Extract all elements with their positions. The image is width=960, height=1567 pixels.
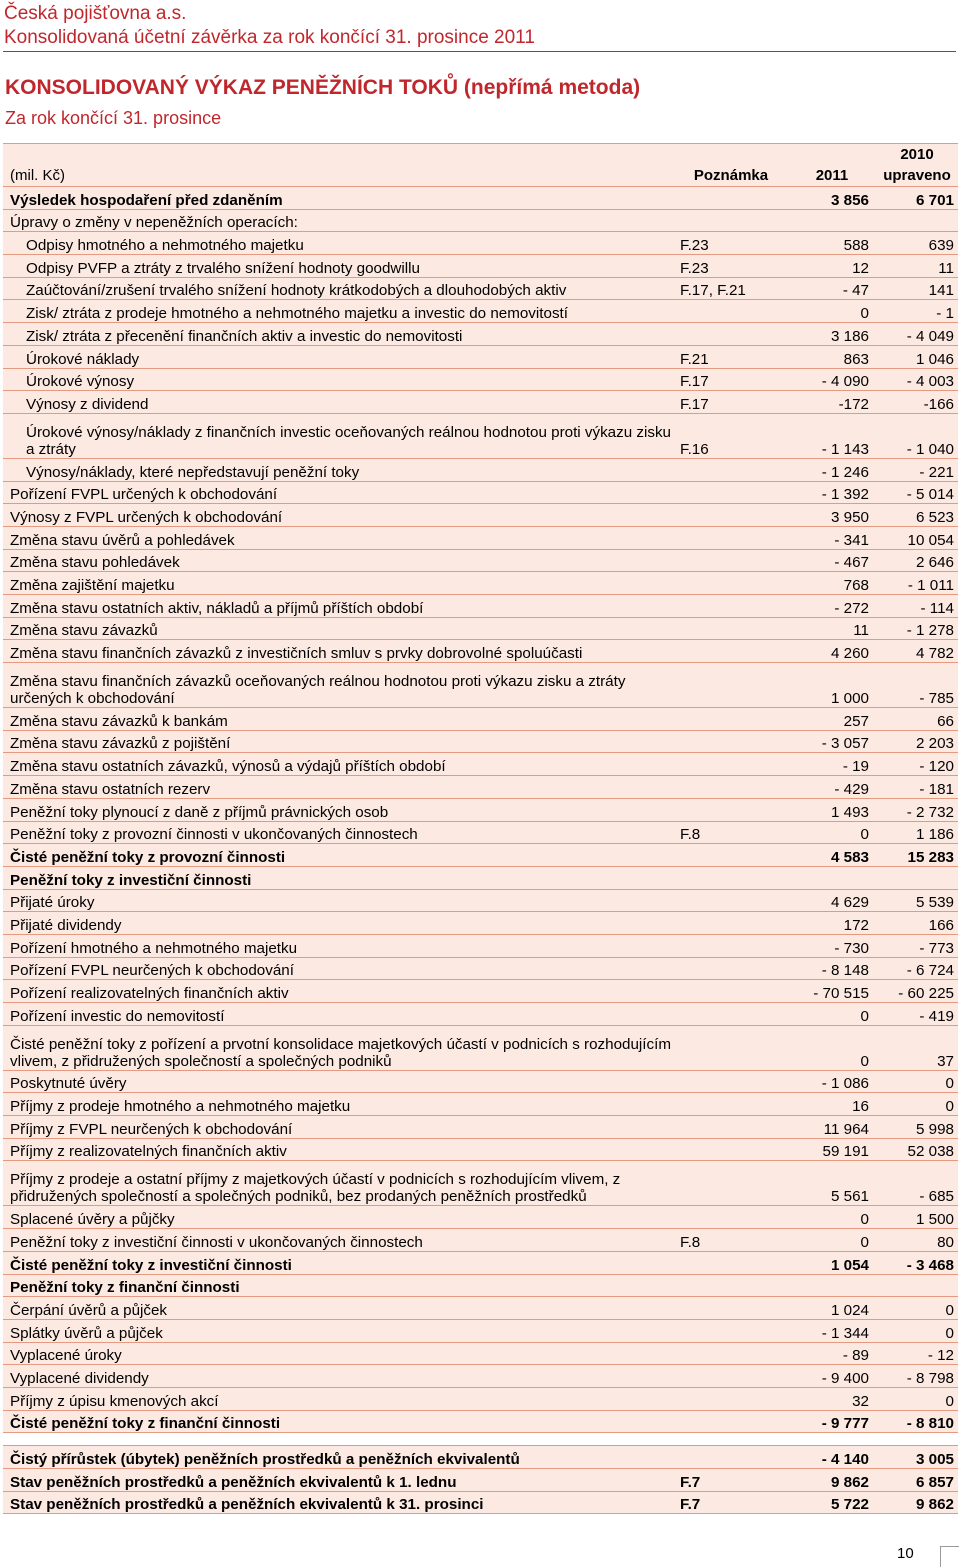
value-2010: 141 <box>873 277 958 300</box>
table-row <box>3 663 958 708</box>
table-row <box>3 481 958 504</box>
row-label: Výsledek hospodaření před zdaněním <box>3 187 678 210</box>
table-row <box>3 798 958 821</box>
row-note <box>678 1319 788 1342</box>
value-2010: - 114 <box>873 595 958 618</box>
row-note <box>678 1274 788 1297</box>
row-note <box>678 617 788 640</box>
table-row <box>3 1446 958 1469</box>
row-label: Úpravy o změny v nepeněžních operacích: <box>3 209 678 232</box>
value-2010: 3 005 <box>873 1446 958 1469</box>
company-name: Česká pojišťovna a.s. <box>4 3 187 24</box>
row-label: Odpisy PVFP a ztráty z trvalého snížení hodnoty goodwillu <box>3 255 678 278</box>
row-note <box>678 776 788 799</box>
row-label: Změna stavu závazků z pojištění <box>3 730 678 753</box>
row-note <box>678 1365 788 1388</box>
row-note <box>678 1206 788 1229</box>
row-note <box>678 708 788 731</box>
table-row <box>3 730 958 753</box>
value-2010: 0 <box>873 1387 958 1410</box>
value-2010: 6 523 <box>873 504 958 527</box>
row-note: F.17 <box>678 391 788 414</box>
page-number: 10 <box>897 1545 914 1562</box>
value-2010: 15 283 <box>873 844 958 867</box>
table-row <box>3 368 958 391</box>
row-label: Změna stavu pohledávek <box>3 549 678 572</box>
value-2011: - 730 <box>788 934 873 957</box>
row-note <box>678 458 788 481</box>
table-row <box>3 549 958 572</box>
table-row <box>3 866 958 889</box>
value-2011: 4 260 <box>788 640 873 663</box>
value-2011: 1 024 <box>788 1297 873 1320</box>
row-note <box>678 1342 788 1365</box>
row-note <box>678 912 788 935</box>
value-2010: 6 701 <box>873 187 958 210</box>
row-note <box>678 549 788 572</box>
table-row <box>3 391 958 414</box>
table-row <box>3 980 958 1003</box>
row-note <box>678 504 788 527</box>
value-2010: 1 500 <box>873 1206 958 1229</box>
row-label: Čisté peněžní toky z pořízení a prvotní konsolidace majetkových účastí v podnicích s rozhodujícím vlivem, z přidružených společností a společných podniků <box>3 1025 678 1070</box>
row-label: Pořízení FVPL určených k obchodování <box>3 481 678 504</box>
table-row <box>3 1365 958 1388</box>
spacer-cell <box>788 1433 873 1446</box>
value-2011: 3 856 <box>788 187 873 210</box>
row-note <box>678 866 788 889</box>
value-2010: - 3 468 <box>873 1251 958 1274</box>
row-label: Výnosy z dividend <box>3 391 678 414</box>
row-note: F.23 <box>678 255 788 278</box>
row-note <box>678 889 788 912</box>
table-row <box>3 300 958 323</box>
value-2011 <box>788 1274 873 1297</box>
row-label: Čisté peněžní toky z finanční činnosti <box>3 1410 678 1433</box>
table-row <box>3 187 958 210</box>
table-row <box>3 255 958 278</box>
table-row <box>3 1138 958 1161</box>
table-row <box>3 595 958 618</box>
row-note: F.17, F.21 <box>678 277 788 300</box>
table-row <box>3 844 958 867</box>
row-label: Pořízení hmotného a nehmotného majetku <box>3 934 678 957</box>
value-2010: - 60 225 <box>873 980 958 1003</box>
row-note <box>678 1138 788 1161</box>
value-2011: - 272 <box>788 595 873 618</box>
value-2010: - 8 810 <box>873 1410 958 1433</box>
value-2010: 52 038 <box>873 1138 958 1161</box>
table-row <box>3 1387 958 1410</box>
value-2011: - 1 392 <box>788 481 873 504</box>
value-2011: 59 191 <box>788 1138 873 1161</box>
value-2011: 768 <box>788 572 873 595</box>
row-label: Splátky úvěrů a půjček <box>3 1319 678 1342</box>
table-row <box>3 1297 958 1320</box>
row-note <box>678 1070 788 1093</box>
row-note <box>678 957 788 980</box>
row-note <box>678 572 788 595</box>
value-2011: 0 <box>788 300 873 323</box>
table-row <box>3 957 958 980</box>
value-2010: 1 186 <box>873 821 958 844</box>
value-2011: 1 493 <box>788 798 873 821</box>
value-2011: 0 <box>788 1206 873 1229</box>
table-row <box>3 617 958 640</box>
value-2010: 37 <box>873 1025 958 1070</box>
year-2010-header <box>873 144 958 187</box>
year-2010-line2: upraveno <box>883 167 951 184</box>
row-note <box>678 1251 788 1274</box>
value-2010 <box>873 1274 958 1297</box>
table-row <box>3 1116 958 1139</box>
row-label: Příjmy z prodeje a ostatní příjmy z majetkových účastí v podnicích s rozhodujícím vlivem, z přidružených společností a společných podniků, bez prodaných peněžních prostředků <box>3 1161 678 1206</box>
table-row <box>3 323 958 346</box>
row-label: Změna stavu ostatních rezerv <box>3 776 678 799</box>
value-2010: - 5 014 <box>873 481 958 504</box>
row-note <box>678 1025 788 1070</box>
value-2010: 80 <box>873 1229 958 1252</box>
row-label: Změna stavu ostatních závazků, výnosů a výdajů příštích období <box>3 753 678 776</box>
row-label: Změna zajištění majetku <box>3 572 678 595</box>
row-label: Přijaté dividendy <box>3 912 678 935</box>
value-2011: 172 <box>788 912 873 935</box>
value-2010: - 419 <box>873 1003 958 1026</box>
row-label: Úrokové výnosy <box>3 368 678 391</box>
unit-label: (mil. Kč) <box>3 144 678 187</box>
value-2011: 11 <box>788 617 873 640</box>
value-2011: - 1 344 <box>788 1319 873 1342</box>
value-2010: 11 <box>873 255 958 278</box>
value-2011: 588 <box>788 232 873 255</box>
table-row <box>3 640 958 663</box>
value-2011: 3 950 <box>788 504 873 527</box>
table-row <box>3 1342 958 1365</box>
value-2011: - 4 090 <box>788 368 873 391</box>
table-row <box>3 889 958 912</box>
table-row <box>3 776 958 799</box>
row-label: Peněžní toky z investiční činnosti v ukončovaných činnostech <box>3 1229 678 1252</box>
value-2011: - 3 057 <box>788 730 873 753</box>
table-row <box>3 504 958 527</box>
row-label: Úrokové výnosy/náklady z finančních investic oceňovaných reálnou hodnotou proti výkazu zisku a ztráty <box>3 413 678 458</box>
value-2011: 5 561 <box>788 1161 873 1206</box>
row-label: Změna stavu finančních závazků oceňovaných reálnou hodnotou proti výkazu zisku a ztráty určených k obchodování <box>3 663 678 708</box>
table-row <box>3 277 958 300</box>
value-2011: - 70 515 <box>788 980 873 1003</box>
value-2010 <box>873 209 958 232</box>
row-label: Změna stavu ostatních aktiv, nákladů a příjmů příštích období <box>3 595 678 618</box>
value-2010: - 4 049 <box>873 323 958 346</box>
spacer-cell <box>678 1433 788 1446</box>
value-2010: 6 857 <box>873 1469 958 1492</box>
row-note <box>678 1446 788 1469</box>
value-2011: - 47 <box>788 277 873 300</box>
value-2010: - 120 <box>873 753 958 776</box>
table-row <box>3 1229 958 1252</box>
table-row <box>3 1469 958 1492</box>
table-row <box>3 526 958 549</box>
table-row <box>3 413 958 458</box>
table-row <box>3 1491 958 1514</box>
value-2011: 4 583 <box>788 844 873 867</box>
value-2010: 0 <box>873 1093 958 1116</box>
row-note <box>678 323 788 346</box>
value-2010: - 12 <box>873 1342 958 1365</box>
row-label: Vyplacené úroky <box>3 1342 678 1365</box>
row-note <box>678 1410 788 1433</box>
row-note: F.23 <box>678 232 788 255</box>
value-2011: 0 <box>788 1003 873 1026</box>
spacer-cell <box>873 1433 958 1446</box>
row-label: Zisk/ ztráta z přecenění finančních aktiv a investic do nemovitosti <box>3 323 678 346</box>
row-label: Peněžní toky plynoucí z daně z příjmů právnických osob <box>3 798 678 821</box>
table-row <box>3 1025 958 1070</box>
value-2010: 166 <box>873 912 958 935</box>
value-2011: 11 964 <box>788 1116 873 1139</box>
table-row <box>3 572 958 595</box>
value-2010: - 8 798 <box>873 1365 958 1388</box>
value-2011: - 4 140 <box>788 1446 873 1469</box>
row-label: Příjmy z realizovatelných finančních aktiv <box>3 1138 678 1161</box>
table-header-row <box>3 144 958 187</box>
value-2010: - 2 732 <box>873 798 958 821</box>
value-2011: 4 629 <box>788 889 873 912</box>
row-label: Pořízení realizovatelných finančních aktiv <box>3 980 678 1003</box>
row-label: Peněžní toky z finanční činnosti <box>3 1274 678 1297</box>
value-2011: 863 <box>788 345 873 368</box>
value-2011 <box>788 209 873 232</box>
table-row <box>3 708 958 731</box>
row-label: Příjmy z prodeje hmotného a nehmotného majetku <box>3 1093 678 1116</box>
table-row <box>3 912 958 935</box>
row-label: Čisté peněžní toky z investiční činnosti <box>3 1251 678 1274</box>
value-2010: 5 998 <box>873 1116 958 1139</box>
value-2011: 16 <box>788 1093 873 1116</box>
value-2011: 12 <box>788 255 873 278</box>
table-row <box>3 1274 958 1297</box>
value-2011: 257 <box>788 708 873 731</box>
page-corner <box>940 1546 959 1567</box>
header-divider <box>3 51 956 52</box>
value-2010: 0 <box>873 1297 958 1320</box>
row-note <box>678 300 788 323</box>
value-2011: - 8 148 <box>788 957 873 980</box>
table-row <box>3 1003 958 1026</box>
value-2011: 1 054 <box>788 1251 873 1274</box>
row-note <box>678 934 788 957</box>
table-row <box>3 934 958 957</box>
page-subtitle: Za rok končící 31. prosince <box>5 108 222 128</box>
value-2011 <box>788 866 873 889</box>
spacer-cell <box>3 1433 678 1446</box>
table-row <box>3 821 958 844</box>
value-2011: - 1 086 <box>788 1070 873 1093</box>
row-label: Stav peněžních prostředků a peněžních ekvivalentů k 31. prosinci <box>3 1491 678 1514</box>
row-note <box>678 844 788 867</box>
value-2010: 4 782 <box>873 640 958 663</box>
value-2010: 10 054 <box>873 526 958 549</box>
cash-flow-table <box>3 143 958 1514</box>
row-note <box>678 798 788 821</box>
value-2010: 639 <box>873 232 958 255</box>
table-row <box>3 1161 958 1206</box>
row-label: Čerpání úvěrů a půjček <box>3 1297 678 1320</box>
value-2010: -166 <box>873 391 958 414</box>
value-2010: - 181 <box>873 776 958 799</box>
value-2011: 0 <box>788 1025 873 1070</box>
row-label: Změna stavu úvěrů a pohledávek <box>3 526 678 549</box>
row-label: Změna stavu finančních závazků z investičních smluv s prvky dobrovolné spoluúčasti <box>3 640 678 663</box>
table-row <box>3 1251 958 1274</box>
row-note: F.7 <box>678 1491 788 1514</box>
row-note: F.7 <box>678 1469 788 1492</box>
row-note: F.21 <box>678 345 788 368</box>
row-label: Poskytnuté úvěry <box>3 1070 678 1093</box>
note-header: Poznámka <box>678 144 788 187</box>
value-2010: - 1 040 <box>873 413 958 458</box>
value-2011: 5 722 <box>788 1491 873 1514</box>
value-2011: 9 862 <box>788 1469 873 1492</box>
value-2011: -172 <box>788 391 873 414</box>
row-label: Zisk/ ztráta z prodeje hmotného a nehmotného majetku a investic do nemovitostí <box>3 300 678 323</box>
value-2010: 2 203 <box>873 730 958 753</box>
row-label: Stav peněžních prostředků a peněžních ekvivalentů k 1. lednu <box>3 1469 678 1492</box>
table-row <box>3 1093 958 1116</box>
row-note <box>678 187 788 210</box>
table-row <box>3 232 958 255</box>
row-note: F.16 <box>678 413 788 458</box>
row-note <box>678 1003 788 1026</box>
value-2010: 0 <box>873 1319 958 1342</box>
table-row <box>3 1206 958 1229</box>
value-2010: 1 046 <box>873 345 958 368</box>
row-label: Změna stavu závazků <box>3 617 678 640</box>
report-name: Konsolidovaná účetní závěrka za rok končící 31. prosince 2011 <box>4 27 535 48</box>
value-2010: - 685 <box>873 1161 958 1206</box>
row-label: Pořízení investic do nemovitostí <box>3 1003 678 1026</box>
value-2010: - 773 <box>873 934 958 957</box>
value-2011: 0 <box>788 821 873 844</box>
row-label: Příjmy z FVPL neurčených k obchodování <box>3 1116 678 1139</box>
value-2010: - 1 011 <box>873 572 958 595</box>
value-2010: - 1 278 <box>873 617 958 640</box>
table-row <box>3 753 958 776</box>
value-2010 <box>873 866 958 889</box>
row-note <box>678 753 788 776</box>
row-note <box>678 980 788 1003</box>
row-note <box>678 730 788 753</box>
value-2010: - 6 724 <box>873 957 958 980</box>
row-note <box>678 1387 788 1410</box>
row-note: F.17 <box>678 368 788 391</box>
row-note <box>678 209 788 232</box>
value-2011: - 89 <box>788 1342 873 1365</box>
page-title: KONSOLIDOVANÝ VÝKAZ PENĚŽNÍCH TOKŮ (nepřímá metoda) <box>5 76 641 99</box>
value-2010: - 221 <box>873 458 958 481</box>
row-label: Splacené úvěry a půjčky <box>3 1206 678 1229</box>
row-note <box>678 595 788 618</box>
row-note <box>678 1297 788 1320</box>
value-2011: - 1 246 <box>788 458 873 481</box>
value-2011: - 467 <box>788 549 873 572</box>
value-2011: 3 186 <box>788 323 873 346</box>
year-2010-line1: 2010 <box>900 146 934 163</box>
row-label: Pořízení FVPL neurčených k obchodování <box>3 957 678 980</box>
table-row <box>3 209 958 232</box>
table-row <box>3 1070 958 1093</box>
table-row <box>3 1433 958 1446</box>
value-2011: 32 <box>788 1387 873 1410</box>
value-2010: 5 539 <box>873 889 958 912</box>
row-label: Přijaté úroky <box>3 889 678 912</box>
row-label: Čistý přírůstek (úbytek) peněžních prostředků a peněžních ekvivalentů <box>3 1446 678 1469</box>
row-label: Výnosy/náklady, které nepředstavují peněžní toky <box>3 458 678 481</box>
row-note: F.8 <box>678 821 788 844</box>
row-label: Úrokové náklady <box>3 345 678 368</box>
row-label: Zaúčtování/zrušení trvalého snížení hodnoty krátkodobých a dlouhodobých aktiv <box>3 277 678 300</box>
row-note <box>678 640 788 663</box>
value-2011: - 19 <box>788 753 873 776</box>
value-2010: 2 646 <box>873 549 958 572</box>
value-2011: 1 000 <box>788 663 873 708</box>
row-label: Vyplacené dividendy <box>3 1365 678 1388</box>
year-2011-header: 2011 <box>788 144 873 187</box>
value-2010: 0 <box>873 1070 958 1093</box>
row-label: Příjmy z úpisu kmenových akcí <box>3 1387 678 1410</box>
value-2010: - 1 <box>873 300 958 323</box>
table-row <box>3 345 958 368</box>
row-note <box>678 1116 788 1139</box>
row-note <box>678 481 788 504</box>
value-2011: - 9 400 <box>788 1365 873 1388</box>
row-note: F.8 <box>678 1229 788 1252</box>
row-label: Peněžní toky z investiční činnosti <box>3 866 678 889</box>
row-label: Odpisy hmotného a nehmotného majetku <box>3 232 678 255</box>
value-2011: - 1 143 <box>788 413 873 458</box>
table-row <box>3 458 958 481</box>
row-note <box>678 526 788 549</box>
value-2011: 0 <box>788 1229 873 1252</box>
value-2010: - 785 <box>873 663 958 708</box>
value-2011: - 9 777 <box>788 1410 873 1433</box>
row-label: Změna stavu závazků k bankám <box>3 708 678 731</box>
value-2010: 9 862 <box>873 1491 958 1514</box>
value-2010: 66 <box>873 708 958 731</box>
row-note <box>678 1161 788 1206</box>
row-label: Výnosy z FVPL určených k obchodování <box>3 504 678 527</box>
row-label: Čisté peněžní toky z provozní činnosti <box>3 844 678 867</box>
table-row <box>3 1410 958 1433</box>
row-note <box>678 663 788 708</box>
row-label: Peněžní toky z provozní činnosti v ukončovaných činnostech <box>3 821 678 844</box>
value-2010: - 4 003 <box>873 368 958 391</box>
value-2011: - 429 <box>788 776 873 799</box>
value-2011: - 341 <box>788 526 873 549</box>
row-note <box>678 1093 788 1116</box>
table-row <box>3 1319 958 1342</box>
